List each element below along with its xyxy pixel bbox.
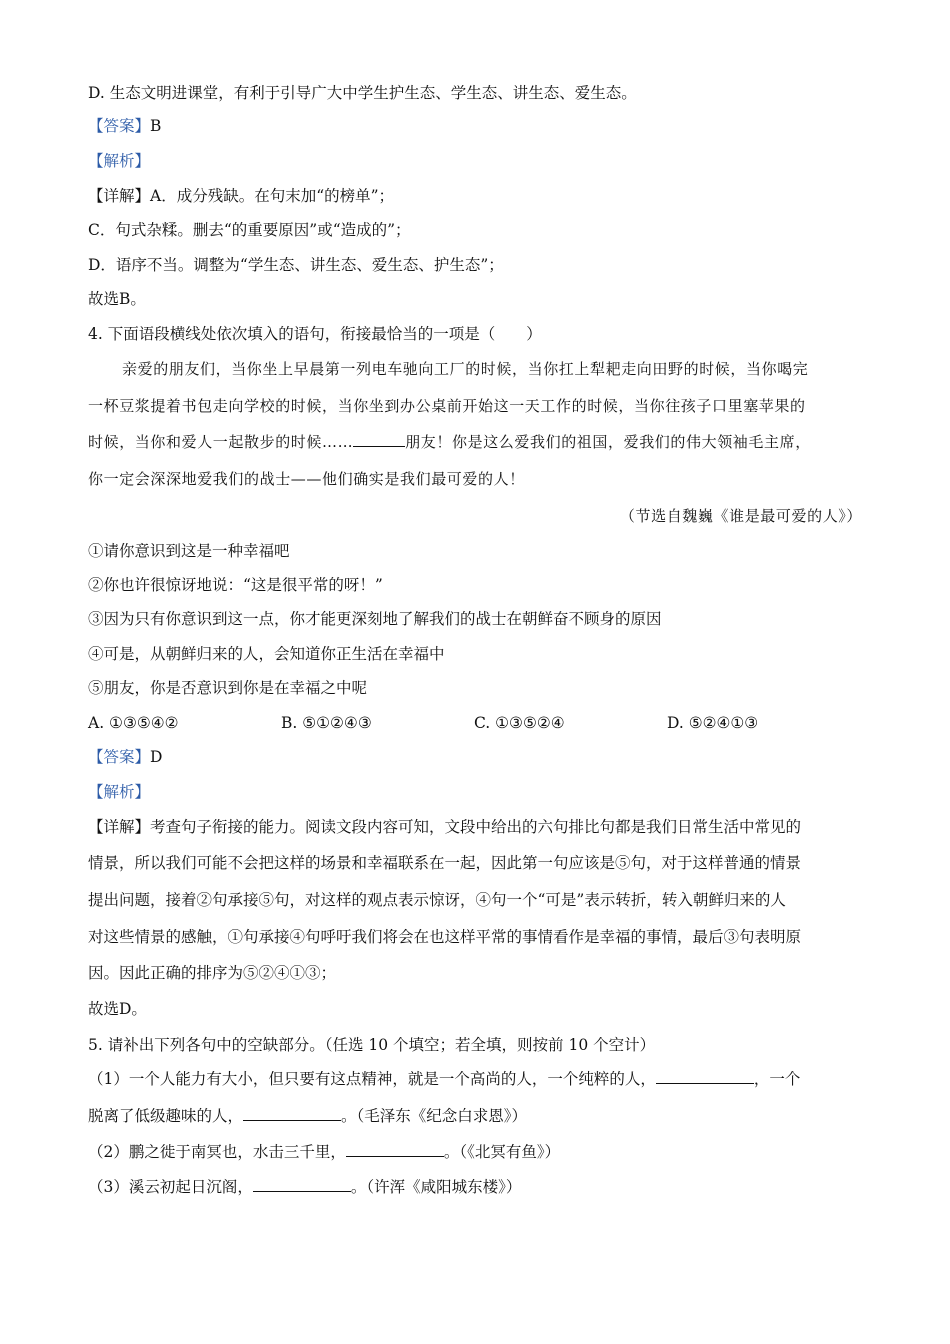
q3-answer <box>88 115 862 137</box>
detail-text: 考查句子衔接的能力。阅读文段内容可知，文段中给出的六句排比句都是我们日常生活中常见的 <box>150 818 802 836</box>
q3-detail-c: C．句式杂糅。删去“的重要原因”或“造成的”； <box>88 221 411 239</box>
q4-option-a: A. ①③⑤④② <box>88 714 179 732</box>
q5-sentence-3 <box>88 1176 862 1198</box>
fill-blank <box>346 1142 444 1157</box>
q4-option-d: D. ⑤②④①③ <box>667 714 759 732</box>
q5-sentence-1a <box>88 1068 862 1090</box>
q4-detail-line-3: 提出问题，接着②句承接⑤句，对这样的观点表示惊讶，④句一个“可是”表示转折，转入朝鲜归来的人 <box>88 891 786 909</box>
sentence-text: ，一个 <box>753 1070 801 1088</box>
q4-item: ③因为只有你意识到这一点，你才能更深刻地了解我们的战士在朝鲜奋不顾身的原因 <box>88 610 662 628</box>
q4-detail-line-1 <box>88 816 862 838</box>
q4-answer <box>88 746 862 768</box>
q4-passage-line-4: 你一定会深深地爱我们的战士——他们确实是我们最可爱的人！ <box>88 470 525 488</box>
q3-conclusion: 故选B。 <box>88 290 146 308</box>
fill-blank <box>253 1177 351 1192</box>
q4-detail-line-5: 因。因此正确的排序为⑤②④①③； <box>88 964 337 982</box>
sentence-text: 脱离了低级趣味的人， <box>88 1107 244 1125</box>
fill-blank <box>353 432 405 447</box>
q5-sentence-2 <box>88 1141 862 1163</box>
q5-stem: 5. 请补出下列各句中的空缺部分。（任选 10 个填空；若全填，则按前 10 个空计） <box>88 1036 656 1054</box>
q4-detail-line-4: 对这些情景的感触，①句承接④句呼吁我们将会在也这样平常的事情看作是幸福的事情，最后③句表明原 <box>88 928 802 946</box>
passage-part: 朋友！你是这么爱我们的祖国，爱我们的伟大领袖毛主席， <box>405 433 811 451</box>
q4-item: ①请你意识到这是一种幸福吧 <box>88 542 290 560</box>
q3-option-d: D. 生态文明进课堂，有利于引导广大中学生护生态、学生态、讲生态、爱生态。 <box>88 84 637 102</box>
q4-item: ②你也许很惊讶地说：“这是很平常的呀！” <box>88 576 383 594</box>
answer-value: B <box>150 117 162 135</box>
sentence-text: 。（许浑《咸阳城东楼》） <box>350 1178 522 1196</box>
q3-detail-d: D．语序不当。调整为“学生态、讲生态、爱生态、护生态”； <box>88 256 504 274</box>
q4-item: ④可是，从朝鲜归来的人，会知道你正生活在幸福中 <box>88 645 445 663</box>
q4-analysis-tag: 【解析】 <box>88 783 151 801</box>
detail-text: A．成分残缺。在句末加“的榜单”； <box>150 187 395 205</box>
passage-part: 时候，当你和爱人一起散步的时候…… <box>88 433 354 451</box>
q4-option-b: B. ⑤①②④③ <box>281 714 372 732</box>
q4-option-c: C. ①③⑤②④ <box>474 714 565 732</box>
q4-source: （节选自魏巍《谁是最可爱的人》） <box>619 507 862 525</box>
sentence-text: （1）一个人能力有大小，但只要有这点精神，就是一个高尚的人，一个纯粹的人， <box>88 1070 656 1088</box>
answer-tag: 【答案】 <box>88 117 151 135</box>
sentence-text: 。（毛泽东《纪念白求恩》） <box>341 1107 528 1125</box>
sentence-text: （3）溪云初起日沉阁， <box>88 1178 253 1196</box>
detail-tag: 【详解】 <box>88 818 151 836</box>
sentence-text: 。（《北冥有鱼》） <box>443 1143 561 1161</box>
q4-passage-line-3 <box>88 431 862 453</box>
answer-value: D <box>150 748 163 766</box>
fill-blank <box>243 1106 341 1121</box>
q4-passage-line-1: 亲爱的朋友们，当你坐上早晨第一列电车驰向工厂的时候，当你扛上犁耙走向田野的时候，当你喝完 <box>122 360 809 378</box>
fill-blank <box>656 1069 754 1084</box>
sentence-text: （2）鹏之徙于南冥也，水击三千里， <box>88 1143 346 1161</box>
detail-tag: 【详解】 <box>88 187 151 205</box>
q3-detail-a <box>88 185 862 207</box>
q4-detail-line-2: 情景，所以我们可能不会把这样的场景和幸福联系在一起，因此第一句应该是⑤句，对于这样普通的情景 <box>88 854 802 872</box>
q4-passage-line-2: 一杯豆浆提着书包走向学校的时候，当你坐到办公桌前开始这一天工作的时候，当你往孩子口里塞苹果的 <box>88 397 806 415</box>
q4-conclusion: 故选D。 <box>88 1000 147 1018</box>
q3-analysis-tag: 【解析】 <box>88 152 151 170</box>
answer-tag: 【答案】 <box>88 748 151 766</box>
q4-item: ⑤朋友，你是否意识到你是在幸福之中呢 <box>88 679 368 697</box>
q5-sentence-1b <box>88 1105 862 1127</box>
q4-stem: 4. 下面语段横线处依次填入的语句，衔接最恰当的一项是（ ） <box>88 325 542 343</box>
